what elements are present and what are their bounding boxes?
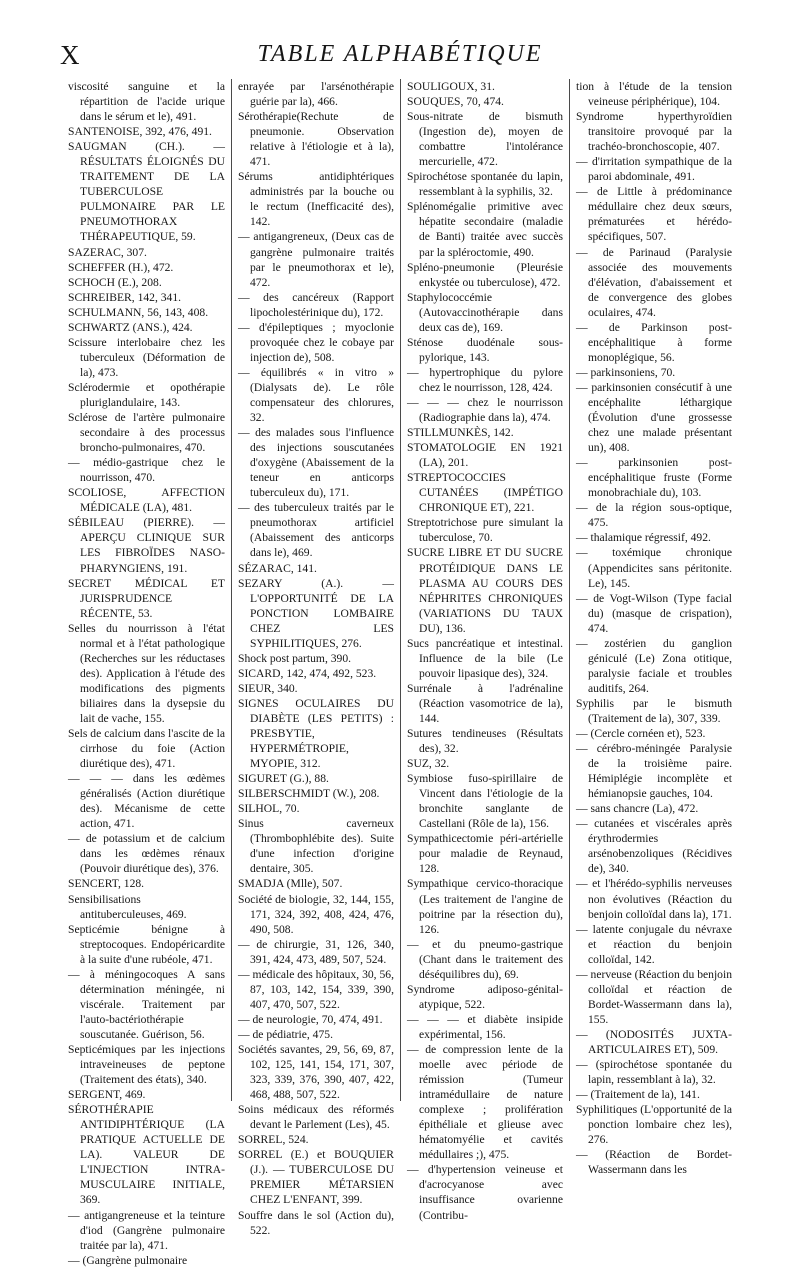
index-entry: Société de biologie, 32, 144, 155, 171, 324, 392, 408, 424, 476, 490, 508.	[238, 892, 394, 936]
index-entry: Septicémiques par les injections intraveineuses de peptone (Traitement des états), 340.	[68, 1043, 225, 1087]
index-entry: SORREL (E.) et BOUQUIER (J.). — TUBERCULOSE DU PREMIER MÉTARSIEN CHEZ L'ENFANT, 399.	[238, 1148, 394, 1207]
index-entry: — — — dans les œdèmes généralisés (Action diurétique des). Mécanisme de cette action, 471.	[68, 772, 225, 831]
index-entry: SCHWARTZ (ANS.), 424.	[68, 320, 193, 334]
index-entry: SOUQUES, 70, 474.	[407, 95, 504, 109]
index-entry: — de potassium et de calcium dans les œdèmes rénaux (Pouvoir diurétique des), 376.	[68, 832, 225, 876]
index-entry: — médicale des hôpitaux, 30, 56, 87, 103, 142, 154, 339, 390, 407, 470, 507, 522.	[238, 967, 394, 1011]
index-entry: SECRET MÉDICAL ET JURISPRUDENCE RÉCENTE, 53.	[68, 576, 225, 620]
index-entry: Syndrome hyperthyroïdien transitoire provoqué par la trachéo-bronchoscopie, 407.	[576, 110, 732, 154]
index-entry: Spléno-pneumonie (Pleurésie enkystée ou tuberculose), 472.	[407, 260, 563, 289]
index-entry: — de Vogt-Wilson (Type facial du) (masque de crispation), 474.	[576, 591, 732, 635]
index-entry: SORREL, 524.	[238, 1133, 309, 1147]
index-entry: — cérébro-méningée Paralysie de la troisième paire. Hémiplégie incomplète et hémianopsie gauches, 104.	[576, 742, 732, 801]
running-title: TABLE ALPHABÉTIQUE	[257, 41, 543, 67]
index-entry: Splénomégalie primitive avec hépatite secondaire (maladie de Banti) traitée avec succès par la spléroctomie, 490.	[407, 200, 563, 259]
index-entry: SUCRE LIBRE ET DU SUCRE PROTÉIDIQUE DANS LE PLASMA AU COURS DES NÉPHRITES CHRONIQUES (VARIATIONS DU TAUX DU), 136.	[407, 546, 563, 635]
index-entry: — (Réaction de Bordet-Wassermann dans les	[576, 1148, 732, 1177]
index-entry: Sympathique cervico-thoracique (Les traitement de l'angine de poitrine par la résection du), 126.	[407, 877, 563, 936]
index-entry: tion à l'étude de la tension veineuse périphérique), 104.	[576, 80, 732, 109]
index-entry: — antigangreneux, (Deux cas de gangrène pulmonaire traités par le pneumothorax et le), 472.	[238, 230, 394, 289]
index-entry: — antigangreneuse et la teinture d'iod (Gangrène pulmonaire traitée par la), 471.	[68, 1208, 225, 1252]
index-entry: — (Cercle cornéen et), 523.	[576, 727, 706, 741]
index-entry: — thalamique régressif, 492.	[576, 531, 711, 545]
page-number: X	[60, 40, 81, 70]
index-column-2	[231, 79, 400, 1237]
index-entry: SUZ, 32.	[407, 757, 450, 771]
index-entry: — cutanées et viscérales après érythrodermies arsénobenzoliques (Récidives de), 340.	[576, 817, 732, 876]
index-entry: — de Parkinson post-encéphalitique à forme monoplégique, 56.	[576, 320, 732, 364]
index-entry: viscosité sanguine et la répartition de l'acide urique dans le sérum et le), 491.	[68, 80, 225, 124]
index-entry: Sous-nitrate de bismuth (Ingestion de), moyen de combattre l'intolérance mercurielle, 472.	[407, 110, 563, 169]
index-entry: Staphylococcémie (Autovaccinothérapie dans deux cas de), 169.	[407, 290, 563, 334]
index-entry: Sinus caverneux (Thrombophlébite des). Suite d'une infection d'origine dentaire, 305.	[238, 817, 394, 876]
index-entry: SAZERAC, 307.	[68, 245, 147, 259]
index-entry: Surrénale à l'adrénaline (Réaction vasomotrice de la), 144.	[407, 681, 563, 725]
index-entry: SENCERT, 128.	[68, 877, 145, 891]
index-entry: — nerveuse (Réaction du benjoin colloïdal et réaction de Bordet-Wassermann dans la), 155.	[576, 967, 732, 1026]
index-entry: SEZARY (A.). — L'OPPORTUNITÉ DE LA PONCTION LOMBAIRE CHEZ LES SYPHILITIQUES, 276.	[238, 576, 394, 650]
index-entry: — de neurologie, 70, 474, 491.	[238, 1012, 383, 1026]
index-entry: Septicémie bénigne à streptocoques. Endopéricardite à la suite d'une rubéole, 471.	[68, 922, 225, 966]
index-entry: — de compression lente de la moelle avec période de rémission (Tumeur intramédullaire de nature complexe ; prolifération épithéliale et glieuse avec hématomyélie et cavités médullaires ;), 475.	[407, 1043, 563, 1162]
index-entry: Sclérodermie et opothérapie pluriglandulaire, 143.	[68, 380, 225, 409]
index-entry: SICARD, 142, 474, 492, 523.	[238, 666, 377, 680]
index-entry: — des tuberculeux traités par le pneumothorax artificiel (Abaissement des anticorps dans le), 469.	[238, 501, 394, 560]
index-entry: — équilibrés « in vitro » (Dialysats de). Le rôle compensateur des chlorures, 32.	[238, 365, 394, 425]
index-entry: — — — et diabète insipide expérimental, 156.	[407, 1012, 563, 1041]
index-entry: Sérothérapie(Rechute de pneumonie. Observation relative à l'étiologie et à la), 471.	[238, 110, 394, 169]
index-entry: SCHOCH (E.), 208.	[68, 275, 162, 289]
index-entry: — latente conjugale du névraxe et réaction du benjoin colloïdal, 142.	[576, 922, 732, 966]
index-entry: SÉBILEAU (PIERRE). —APERÇU CLINIQUE SUR LES FIBROÏDES NASO-PHARYNGIENS, 191.	[68, 516, 225, 575]
index-entry: Streptotrichose pure simulant la tuberculose, 70.	[407, 516, 563, 545]
index-entry: — — — chez le nourrisson (Radiographie dans la), 474.	[407, 395, 563, 425]
index-entry: Soins médicaux des réformés devant le Parlement (Les), 45.	[238, 1103, 394, 1132]
index-entry: SILHOL, 70.	[238, 802, 300, 816]
index-entry: STILLMUNKÈS, 142.	[407, 426, 514, 440]
index-entry: — de pédiatrie, 475.	[238, 1027, 333, 1041]
index-entry: — (Gangrène pulmonaire	[68, 1253, 188, 1267]
index-entry: — parkinsoniens, 70.	[576, 365, 676, 379]
index-entry: SCHREIBER, 142, 341.	[68, 290, 182, 304]
index-entry: — (spirochétose spontanée du lapin, ressemblant à la), 32.	[576, 1058, 732, 1087]
index-entry: — hypertrophique du pylore chez le nourrisson, 128, 424.	[407, 365, 563, 394]
index-entry: — sans chancre (La), 472.	[576, 802, 699, 816]
index-column-4	[569, 79, 738, 1177]
page-header	[0, 40, 800, 70]
index-entry: SAUGMAN (CH.). —RÉSULTATS ÉLOIGNÉS DU TRAITEMENT DE LA TUBERCULOSE PULMONAIRE PAR LE PNEUMOTHORAX THÉRAPEUTIQUE, 59.	[68, 140, 225, 244]
index-entry: Syndrome adiposo-génital-atypique, 522.	[407, 982, 563, 1011]
index-entry: Symbiose fuso-spirillaire de Vincent dans l'étiologie de la bronchite sanglante de Castellani (Rôle de la), 156.	[407, 772, 563, 831]
index-entry: — de Parinaud (Paralysie associée des mouvements d'élévation, d'abaissement et de convergence des globes oculaires, 474.	[576, 245, 732, 319]
index-column-1	[62, 79, 231, 1267]
index-entry: — parkinsonien post-encéphalitique fruste (Forme monobrachiale du), 103.	[576, 456, 732, 500]
index-entry: — d'irritation sympathique de la paroi abdominale, 491.	[576, 155, 732, 184]
index-entry: Selles du nourrisson à l'état normal et à l'état pathologique (Recherches sur les réductases des). Application à l'étude des modifications des pigments biliaires dans la dysepsie du lait de vache, 155.	[68, 621, 225, 725]
index-entry: Sucs pancréatique et intestinal. Influence de la bile (Le pouvoir lipasique des), 324.	[407, 636, 563, 680]
index-entry: — (NODOSITÉS JUXTA-ARTICULAIRES ET), 509.	[576, 1027, 732, 1056]
index-entry: — de Little à prédominance médullaire chez deux sœurs, prématurées et hérédo-spécifiques, 507.	[576, 185, 732, 244]
index-entry: SILBERSCHMIDT (W.), 208.	[238, 787, 380, 801]
index-entry: SÉZARAC, 141.	[238, 561, 317, 575]
index-entry: Sociétés savantes, 29, 56, 69, 87, 102, 125, 141, 154, 171, 307, 323, 339, 376, 390, 407, 422, 468, 488, 507, 522.	[238, 1043, 394, 1102]
index-entry: Syphilitiques (L'opportunité de la ponction lombaire chez les), 276.	[576, 1103, 732, 1147]
index-entry: Sclérose de l'artère pulmonaire secondaire à des processus broncho-pulmonaires, 470.	[68, 411, 225, 455]
index-entry: STREPTOCOCCIES CUTANÉES (IMPÉTIGO CHRONIQUE ET), 221.	[407, 471, 563, 515]
index-entry: — zostérien du ganglion géniculé (Le) Zona otitique, paralysie faciale et troubles auditifs, 264.	[576, 636, 732, 695]
index-entry: Syphilis par le bismuth (Traitement de la), 307, 339.	[576, 696, 732, 725]
index-entry: — à méningocoques A sans détermination méningée, ni viscérale. Traitement par l'auto-bactériothérapie souscutanée. Guérison, 56.	[68, 967, 225, 1041]
index-entry: — des malades sous l'influence des injections souscutanées d'oxygène (Abaissement de la teneur en anticorps tuberculeux du), 171.	[238, 426, 394, 500]
index-entry: — et l'hérédo-syphilis nerveuses non évolutives (Réaction du benjoin colloïdal dans la), 171.	[576, 877, 732, 921]
index-entry: Sensibilisations antituberculeuses, 469.	[68, 892, 187, 921]
index-entry: — de chirurgie, 31, 126, 340, 391, 424, 473, 489, 507, 524.	[238, 937, 394, 966]
index-entry: STOMATOLOGIE EN 1921 (LA), 201.	[407, 441, 563, 470]
index-entry: SIGNES OCULAIRES DU DIABÈTE (LES PETITS) : PRESBYTIE, HYPERMÉTROPIE, MYOPIE, 312.	[238, 696, 394, 771]
index-entry: SOULIGOUX, 31.	[407, 80, 495, 93]
index-entry: SCOLIOSE, AFFECTION MÉDICALE (LA), 481.	[68, 486, 225, 515]
index-entry: SCHULMANN, 56, 143, 408.	[68, 305, 209, 319]
index-entry: — d'épileptiques ; myoclonie provoquée chez le cobaye par injection de), 508.	[238, 320, 394, 364]
index-entry: — d'hypertension veineuse et d'acrocyanose avec insuffisance ovarienne (Contribu-	[407, 1163, 563, 1222]
index-entry: SIGURET (G.), 88.	[238, 772, 329, 786]
index-entry: — (Traitement de la), 141.	[576, 1088, 700, 1102]
index-entry: — parkinsonien consécutif à une encéphalite léthargique (Évolution d'une grossesse chez une malade présentant un), 408.	[576, 380, 732, 455]
index-entry: Spirochétose spontanée du lapin, ressemblant à la syphilis, 32.	[407, 170, 563, 199]
index-column-3	[400, 79, 569, 1222]
index-entry: Sutures tendineuses (Résultats des), 32.	[407, 727, 563, 756]
index-entry: SANTENOISE, 392, 476, 491.	[68, 125, 212, 139]
index-entry: — toxémique chronique (Appendicites sans péritonite. Le), 145.	[576, 546, 732, 590]
index-entry: Shock post partum, 390.	[238, 651, 352, 665]
index-entry: Scissure interlobaire chez les tuberculeux (Déformation de la), 473.	[68, 335, 225, 379]
index-entry: SMADJA (Mlle), 507.	[238, 877, 343, 891]
index-entry: SIEUR, 340.	[238, 681, 298, 695]
index-entry: Sérums antidiphtériques administrés par la bouche ou le rectum (Inefficacité des), 142.	[238, 170, 394, 229]
index-entry: — médio-gastrique chez le nourrisson, 470.	[68, 456, 225, 485]
index-entry: SERGENT, 469.	[68, 1088, 146, 1102]
index-entry: — des cancéreux (Rapport lipocholestérinique du), 172.	[238, 290, 394, 319]
index-entry: enrayée par l'arsénothérapie guérie par la), 466.	[238, 80, 394, 109]
index-entry: Sténose duodénale sous-pylorique, 143.	[407, 335, 563, 364]
index-entry: SÉROTHÉRAPIE ANTIDIPHTÉRIQUE (LA PRATIQUE ACTUELLE DE LA). VALEUR DE L'INJECTION INTRA-MUSCULAIRE INITIALE, 369.	[68, 1103, 225, 1207]
index-entry: — de la région sous-optique, 475.	[576, 501, 732, 530]
index-entry: Sympathicectomie péri-artérielle pour maladie de Reynaud, 128.	[407, 832, 563, 876]
index-entry: Souffre dans le sol (Action du), 522.	[238, 1208, 394, 1237]
index-entry: SCHEFFER (H.), 472.	[68, 260, 174, 274]
index-entry: — et du pneumo-gastrique (Chant dans le traitement des déséquilibres du), 69.	[407, 937, 563, 981]
index-entry: Sels de calcium dans l'ascite de la cirrhose du foie (Action diurétique des), 471.	[68, 727, 225, 771]
index-columns	[62, 79, 738, 1267]
